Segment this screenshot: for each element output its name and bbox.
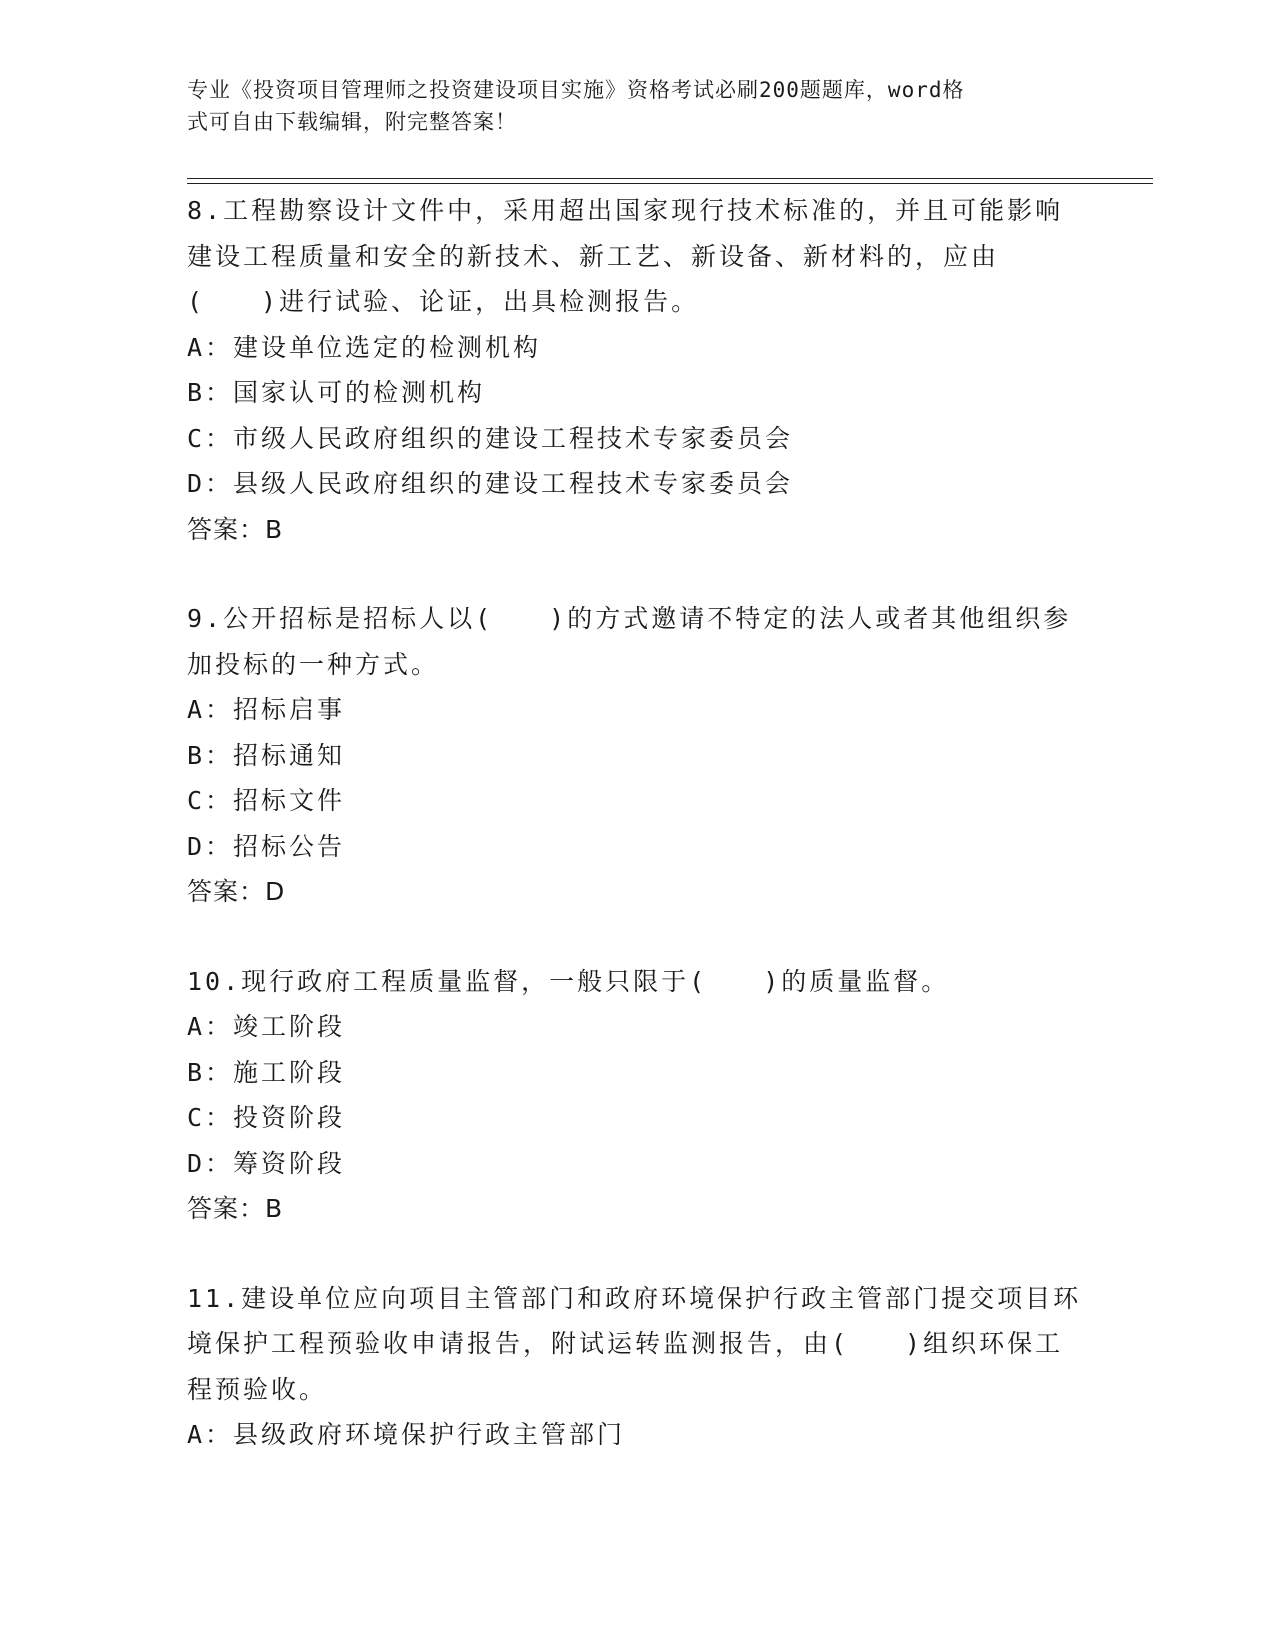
option-d: D：筹资阶段: [187, 1148, 346, 1178]
question-stem: 10.现行政府工程质量监督，一般只限于( )的质量监督。: [187, 966, 950, 996]
option-b: B：施工阶段: [187, 1057, 346, 1087]
question-8: [187, 188, 1087, 552]
header-line-1: 专业《投资项目管理师之投资建设项目实施》资格考试必刷200题题库，word格: [187, 78, 965, 102]
option-c: C：招标文件: [187, 786, 346, 815]
question-stem: 11.建设单位应向项目主管部门和政府环境保护行政主管部门提交项目环境保护工程预验收申请报告，附试运转监测报告，由( )组织环保工程预验收。: [187, 1283, 1082, 1404]
option-d: D：县级人民政府组织的建设工程技术专家委员会: [187, 469, 794, 498]
option-c: C：投资阶段: [187, 1103, 346, 1132]
question-10: [187, 959, 1087, 1232]
option-a: A：县级政府环境保护行政主管部门: [187, 1420, 626, 1449]
option-b: B：招标通知: [187, 740, 346, 770]
option-a: A：竣工阶段: [187, 1012, 346, 1041]
document-header: [187, 74, 1067, 138]
answer: 答案：B: [187, 1194, 284, 1223]
header-rule-bottom: [187, 183, 1153, 184]
question-stem: 9.公开招标是招标人以( )的方式邀请不特定的法人或者其他组织参加投标的一种方式。: [187, 604, 1072, 679]
option-c: C：市级人民政府组织的建设工程技术专家委员会: [187, 423, 794, 453]
question-11: [187, 1276, 1087, 1458]
answer: 答案：B: [187, 514, 284, 544]
option-d: D：招标公告: [187, 831, 346, 861]
question-9: [187, 596, 1087, 915]
answer: 答案：D: [187, 877, 286, 906]
option-a: A：招标启事: [187, 695, 346, 724]
question-stem: 8.工程勘察设计文件中，采用超出国家现行技术标准的，并且可能影响建设工程质量和安全的新技术、新工艺、新设备、新材料的，应由( )进行试验、论证，出具检测报告。: [187, 196, 1064, 316]
question-list: [187, 188, 1087, 1502]
option-a: A：建设单位选定的检测机构: [187, 332, 542, 362]
header-line-2: 式可自由下载编辑，附完整答案！: [187, 110, 517, 134]
header-rule-top: [187, 178, 1153, 179]
option-b: B：国家认可的检测机构: [187, 378, 486, 407]
